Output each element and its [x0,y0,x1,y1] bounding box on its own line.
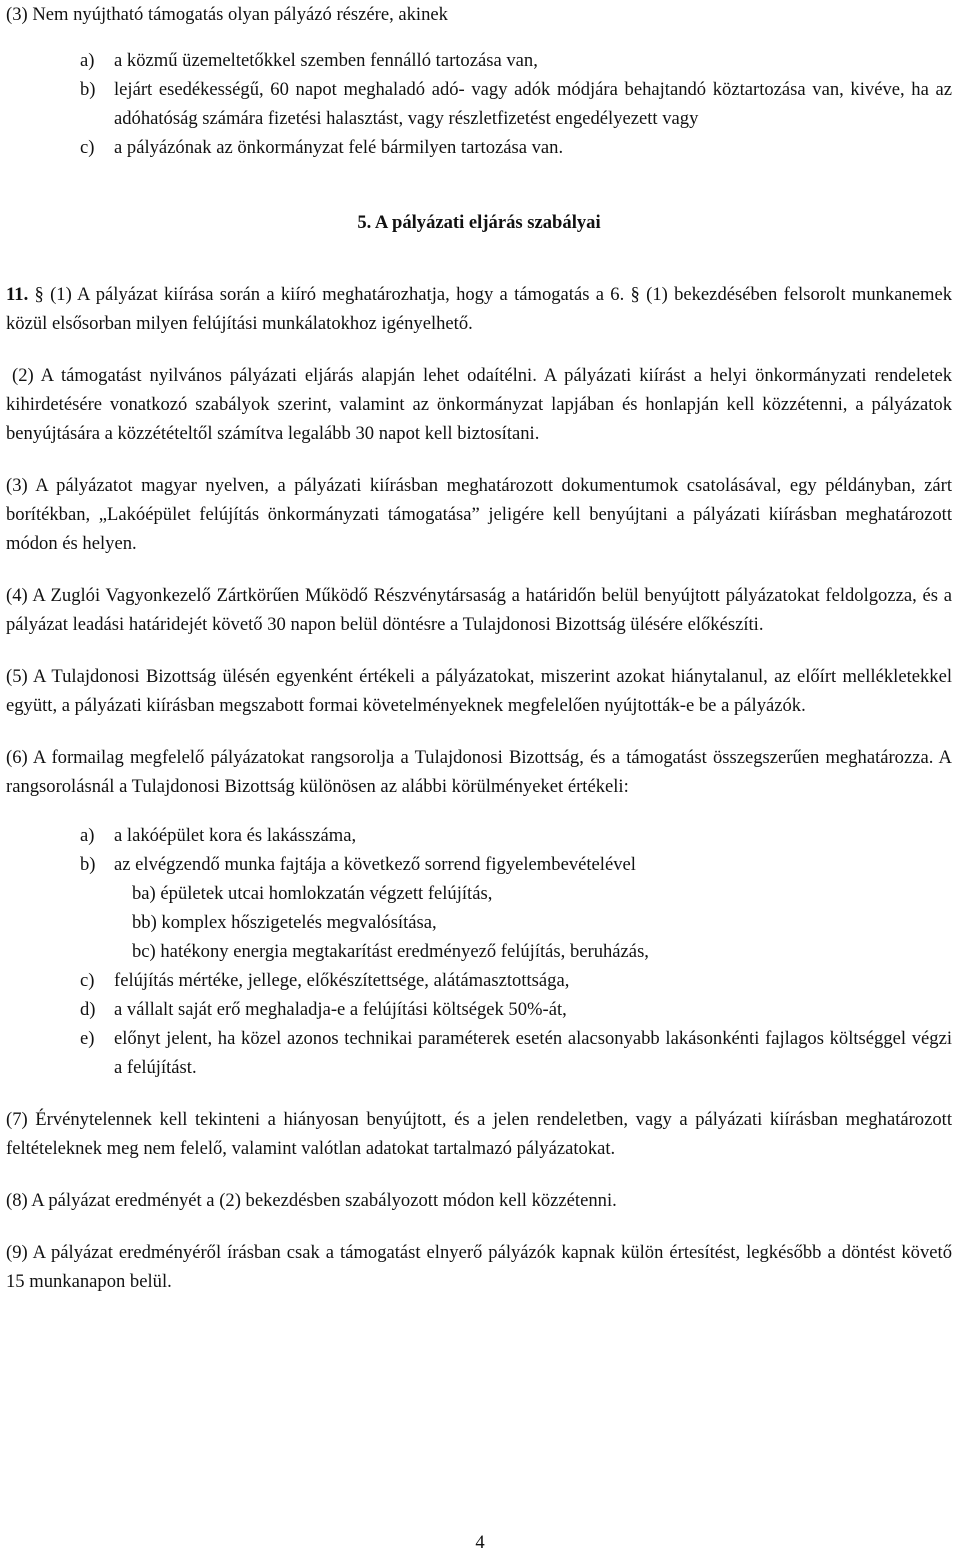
list-text: a pályázónak az önkormányzat felé bármilyen tartozása van. [114,137,564,158]
list-item [6,995,952,1024]
list-label: c) [80,970,95,991]
sub-list-item: bb) komplex hőszigetelés megvalósítása, [132,912,437,933]
exclusion-list [6,46,952,162]
list-text: a lakóépület kora és lakásszáma, [114,825,357,846]
paragraph-text: (1) A pályázat kiírása során a kiíró meghatározhatja, hogy a támogatás a 6. [50,284,625,305]
paragraph-8: (8) A pályázat eredményét a (2) bekezdésben szabályozott módon kell közzétenni. [6,1190,617,1211]
list-item [6,1024,952,1082]
criteria-list [6,821,952,1082]
list-text: felújítás mértéke, jellege, előkészítettsége, alátámasztottsága, [114,970,570,991]
list-item [6,850,952,879]
section-11-paragraph-1 [6,280,952,338]
list-label: d) [80,999,96,1020]
list-label: b) [80,79,96,100]
list-text: lejárt esedékességű, 60 napot meghaladó adó- vagy adók módjára behajtandó köztartozása van, kivéve, ha az adóhatóság számára fizetési halasztást, vagy részletfizetést engedélyezett vagy [114,79,952,129]
paragraph-7: (7) Érvénytelennek kell tekinteni a hiányosan benyújtott, és a jelen rendeletben, vagy a pályázati kiírásban meghatározott feltételeknek meg nem felelő, valamint valótlan adatokat tartalmazó pályázatokat. [6,1109,952,1159]
list-text: az elvégzendő munka fajtája a következő sorrend figyelembevételével [114,854,636,875]
paragraph-2: (2) A támogatást nyilvános pályázati eljárás alapján lehet odaítélni. A pályázati kiírást a helyi önkormányzati rendeletek kihirdetésére vonatkozó szabályok szerint, valamint az önkormányzat lapjában és honlapján kell közzétenni, a pályázatok benyújtására a közzétételtől számítva legalább 30 napot kell biztosítani. [6,365,952,444]
paragraph-text: (1) bekezdésében felsorolt munkanemek közül elsősorban milyen felújítási munkálatokhoz igényelhető. [6,284,953,334]
sub-list-item: bc) hatékony energia megtakarítást eredményező felújítás, beruházás, [132,941,649,962]
list-text: előnyt jelent, ha közel azonos technikai paraméterek esetén alacsonyabb lakásonkénti fajlagos költséggel végzi a felújítást. [114,1028,952,1078]
list-label: a) [80,825,95,846]
paragraph-3-intro: (3) Nem nyújtható támogatás olyan pályázó részére, akinek [6,4,448,25]
page-number: 4 [475,1532,485,1553]
list-item [6,133,952,162]
list-item [6,46,952,75]
section-number: 11. [6,284,29,305]
section-title: 5. A pályázati eljárás szabályai [357,212,601,233]
list-label: e) [80,1028,95,1049]
list-text: a vállalt saját erő meghaladja-e a felújítási költségek 50%-át, [114,999,567,1020]
list-label: a) [80,50,95,71]
list-text: a közmű üzemeltetőkkel szemben fennálló tartozása van, [114,50,538,71]
paragraph-sign: § [34,284,44,305]
paragraph-3: (3) A pályázatot magyar nyelven, a pályázati kiírásban meghatározott dokumentumok csatolásával, egy példányban, zárt borítékban, „Lakóépület felújítás önkormányzati támogatása” jeligére kell benyújtani a pályázati kiírásban meghatározott módon és helyen. [6,475,952,554]
list-item [6,821,952,850]
paragraph-5: (5) A Tulajdonosi Bizottság ülésén egyenként értékeli a pályázatokat, miszerint azokat hiánytalanul, az előírt mellékletekkel együtt, a pályázati kiírásban megszabott formai követelményeknek megfelelően nyújtották-e be a pályázók. [6,666,952,716]
list-label: c) [80,137,95,158]
paragraph-4: (4) A Zuglói Vagyonkezelő Zártkörűen Működő Részvénytársaság a határidőn belül benyújtott pályázatokat feldolgozza, és a pályázat leadási határidejét követő 30 napon belül döntésre a Tulajdonosi Bizottság ülésére előkészíti. [6,585,952,635]
paragraph-6: (6) A formailag megfelelő pályázatokat rangsorolja a Tulajdonosi Bizottság, és a támogatást összegszerűen meghatározza. A rangsorolásnál a Tulajdonosi Bizottság különösen az alábbi körülményeket értékeli: [6,747,952,797]
paragraph-sign: § [630,284,640,305]
sub-list-item: ba) épületek utcai homlokzatán végzett felújítás, [132,883,493,904]
list-item [6,75,952,133]
paragraph-9: (9) A pályázat eredményéről írásban csak a támogatást elnyerő pályázók kapnak külön értesítést, legkésőbb a döntést követő 15 munkanapon belül. [6,1242,952,1292]
list-item [6,966,952,995]
list-label: b) [80,854,96,875]
